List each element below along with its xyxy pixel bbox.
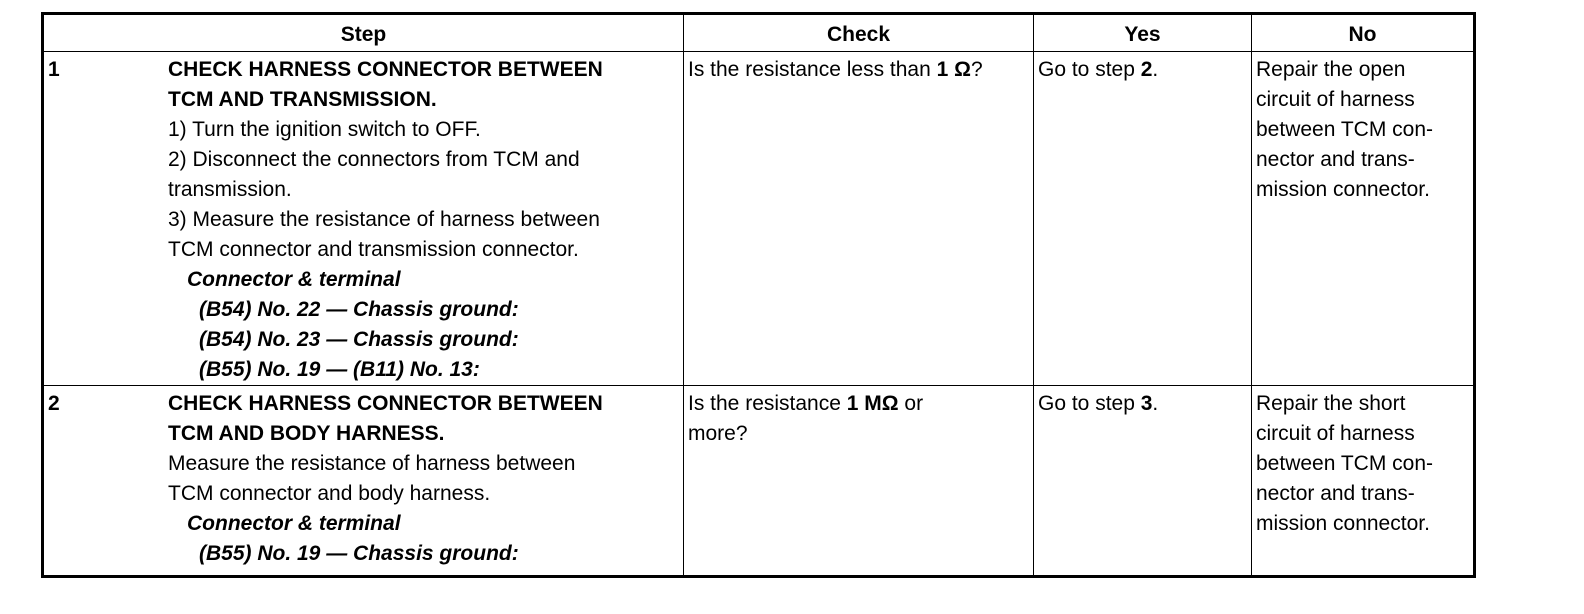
step-cell [43,386,684,577]
yes-cell [1034,52,1252,386]
no-text: nector and trans- [1256,148,1415,171]
yes-text: Go to step [1038,392,1141,415]
check-value: 1 Ω [936,58,971,81]
step-instruction: transmission. [168,178,292,201]
no-text: nector and trans- [1256,482,1415,505]
no-text: Repair the short [1256,392,1406,415]
step-instruction: Measure the resistance of harness between [168,452,576,475]
no-text: mission connector. [1256,512,1430,535]
check-text: more? [688,422,748,445]
step-title: TCM AND TRANSMISSION. [168,88,437,111]
yes-step-number: 2 [1140,58,1153,81]
check-cell [684,52,1034,386]
step-title: TCM AND BODY HARNESS. [168,422,445,445]
no-text: between TCM con- [1256,452,1434,475]
connector-heading: Connector & terminal [187,268,401,291]
connector-heading: Connector & terminal [187,512,401,535]
step-number: 1 [48,58,60,81]
no-text: circuit of harness [1256,88,1415,111]
connector-terminal: (B55) No. 19 — Chassis ground: [199,542,519,565]
table-row [43,386,1475,577]
check-text: ? [971,58,983,81]
step-title: CHECK HARNESS CONNECTOR BETWEEN [168,58,603,81]
connector-terminal: (B54) No. 23 — Chassis ground: [199,328,519,351]
no-text: circuit of harness [1256,422,1415,445]
no-text: between TCM con- [1256,118,1434,141]
check-text: Is the resistance [688,392,847,415]
header-step: Step [43,14,684,52]
check-value: 1 MΩ [846,392,899,415]
check-text: or [898,392,924,415]
step-instruction: 3) Measure the resistance of harness between [168,208,600,231]
header-no: No [1252,14,1475,52]
yes-text: Go to step [1038,58,1141,81]
header-check: Check [684,14,1034,52]
table-row [43,52,1475,386]
header-row [43,14,1475,52]
yes-cell [1034,386,1252,577]
step-cell [43,52,684,386]
step-title: CHECK HARNESS CONNECTOR BETWEEN [168,392,603,415]
connector-terminal: (B54) No. 22 — Chassis ground: [199,298,519,321]
yes-text: . [1152,392,1159,415]
diagnostic-table [41,12,1476,578]
yes-step-number: 3 [1140,392,1153,415]
step-number: 2 [48,392,60,415]
connector-terminal: (B55) No. 19 — (B11) No. 13: [199,358,480,381]
check-text: Is the resistance less than [688,58,937,81]
no-cell [1252,386,1475,577]
step-instruction: 1) Turn the ignition switch to OFF. [168,118,481,141]
header-yes: Yes [1034,14,1252,52]
step-instruction: 2) Disconnect the connectors from TCM and [168,148,580,171]
no-text: mission connector. [1256,178,1430,201]
step-instruction: TCM connector and body harness. [168,482,491,505]
step-instruction: TCM connector and transmission connector. [168,238,579,261]
no-text: Repair the open [1256,58,1406,81]
yes-text: . [1152,58,1159,81]
check-cell [684,386,1034,577]
no-cell [1252,52,1475,386]
